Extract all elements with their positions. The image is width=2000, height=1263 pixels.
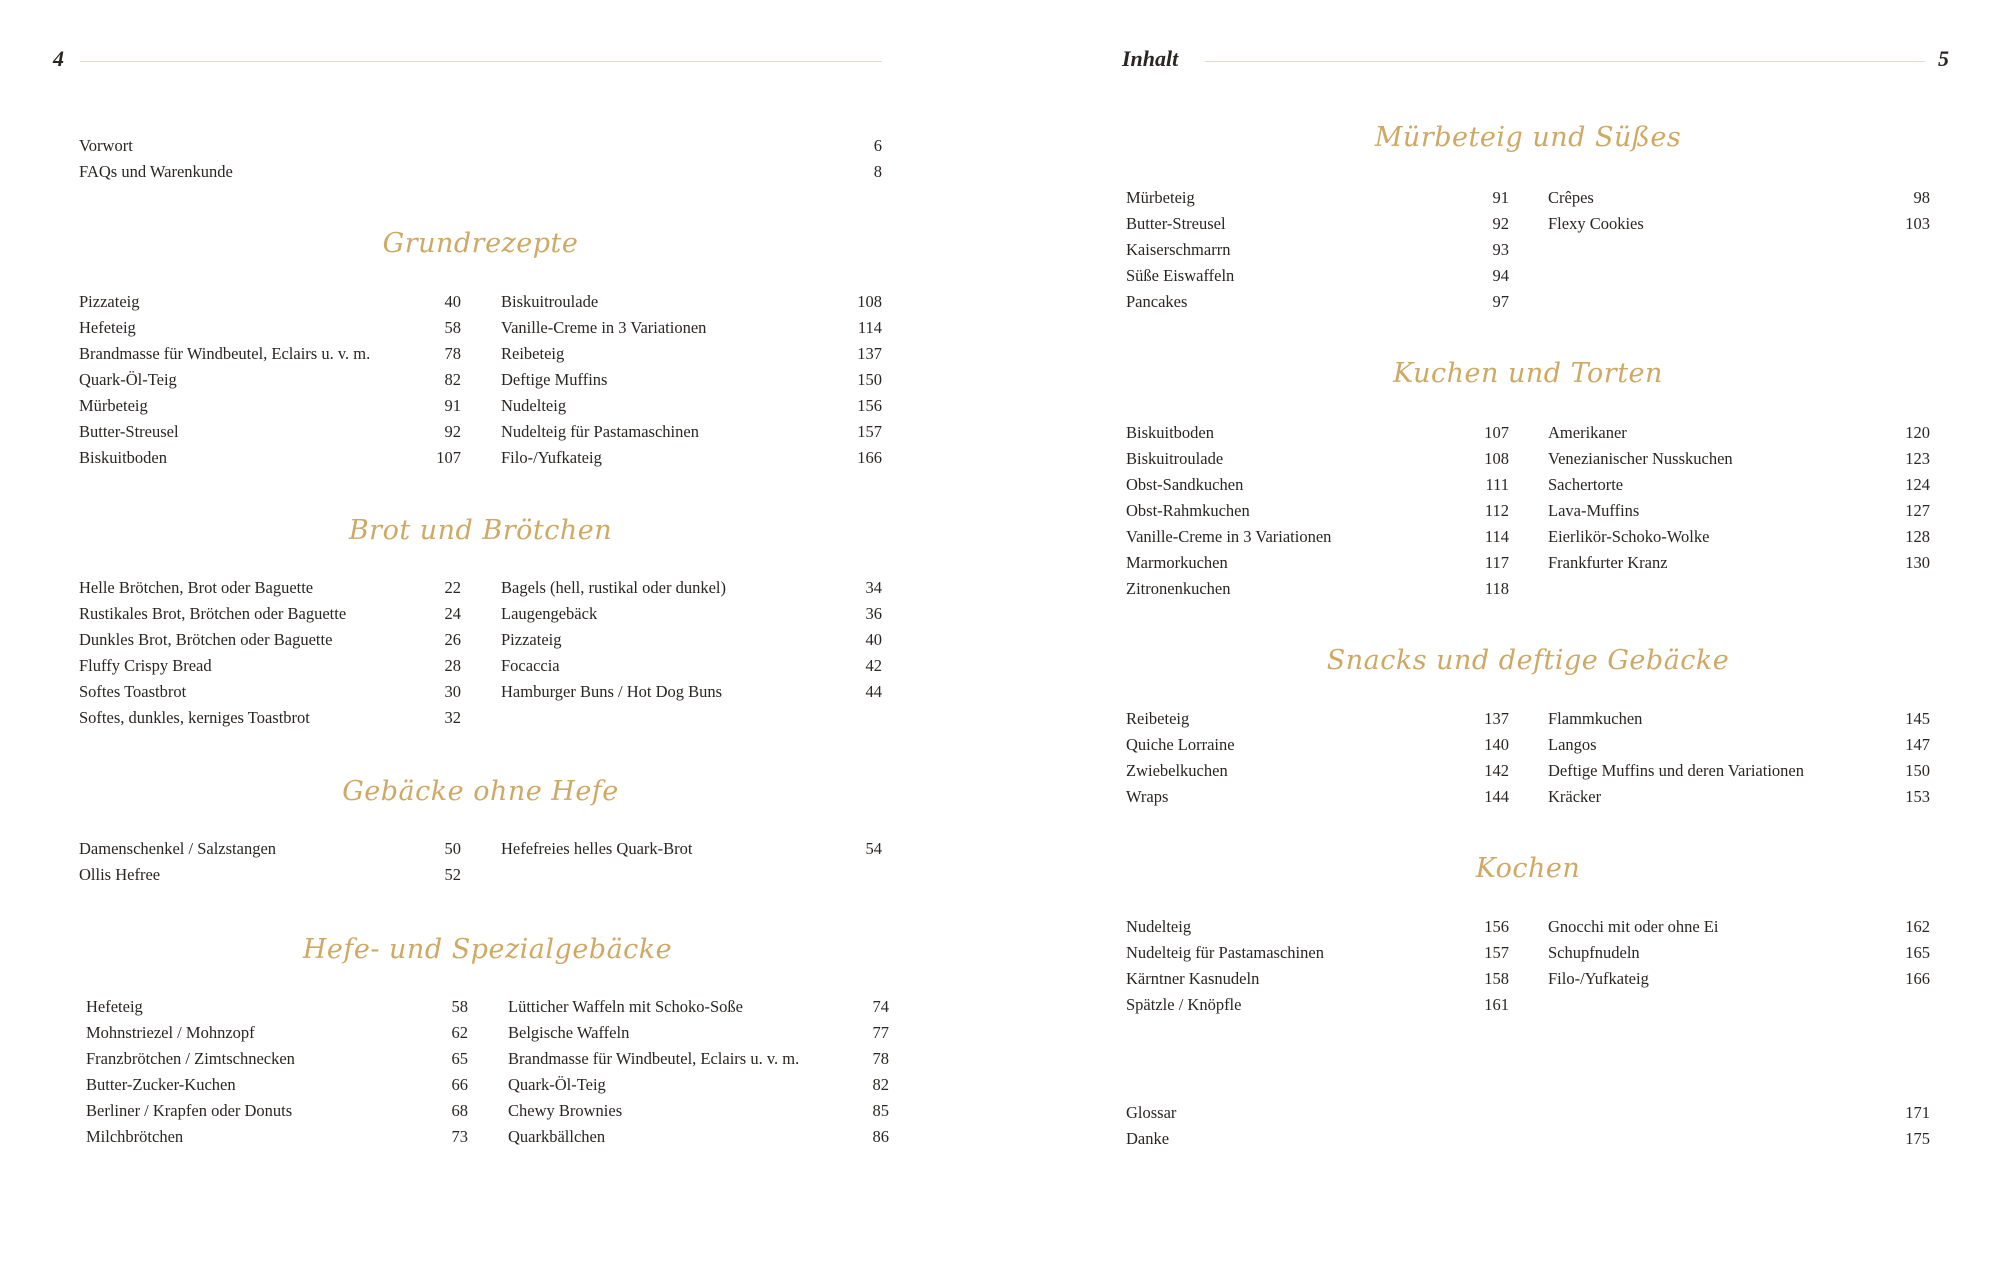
section-heading: Gebäcke ohne Hefe: [342, 776, 619, 807]
toc-entry[interactable]: Obst-Rahmkuchen 112: [1126, 501, 1509, 520]
toc-entry[interactable]: Rustikales Brot, Brötchen oder Baguette 24: [79, 604, 461, 623]
toc-entry[interactable]: Biskuitroulade 108: [1126, 449, 1509, 468]
toc-entry[interactable]: Deftige Muffins 150: [501, 370, 882, 389]
toc-entry[interactable]: Mürbeteig 91: [79, 396, 461, 415]
right-page: [1000, 0, 2000, 1263]
toc-entry[interactable]: Eierlikör-Schoko-Wolke 128: [1548, 527, 1930, 546]
toc-entry[interactable]: Bagels (hell, rustikal oder dunkel) 34: [501, 578, 882, 597]
section-column: [501, 289, 882, 471]
toc-entry[interactable]: Nudelteig 156: [1126, 917, 1509, 936]
toc-entry[interactable]: Quarkbällchen 86: [508, 1127, 889, 1146]
toc-entry[interactable]: Hefefreies helles Quark-Brot 54: [501, 839, 882, 858]
toc-entry[interactable]: Lütticher Waffeln mit Schoko-Soße 74: [508, 997, 889, 1016]
toc-entry[interactable]: Lava-Muffins 127: [1548, 501, 1930, 520]
toc-entry[interactable]: Reibeteig 137: [501, 344, 882, 363]
toc-entry[interactable]: Focaccia 42: [501, 656, 882, 675]
toc-entry[interactable]: Kräcker 153: [1548, 787, 1930, 806]
toc-entry[interactable]: Biskuitboden 107: [79, 448, 461, 467]
section-column: [1126, 914, 1509, 1018]
toc-entry[interactable]: Quiche Lorraine 140: [1126, 735, 1509, 754]
header-rule: [1205, 61, 1925, 62]
toc-entry[interactable]: Reibeteig 137: [1126, 709, 1509, 728]
header-rule: [80, 61, 882, 62]
toc-entry[interactable]: Mürbeteig 91: [1126, 188, 1509, 207]
section-column: [1548, 706, 1930, 810]
toc-entry[interactable]: Obst-Sandkuchen 111: [1126, 475, 1509, 494]
section-heading: Kochen: [1475, 853, 1581, 884]
section-column: [86, 994, 468, 1150]
section-column: [1126, 185, 1509, 315]
toc-entry[interactable]: Deftige Muffins und deren Variationen 150: [1548, 761, 1930, 780]
page-number: 4: [53, 46, 64, 71]
toc-entry[interactable]: Butter-Streusel 92: [79, 422, 461, 441]
toc-entry[interactable]: Frankfurter Kranz 130: [1548, 553, 1930, 572]
toc-entry[interactable]: Zwiebelkuchen 142: [1126, 761, 1509, 780]
toc-entry[interactable]: Kärntner Kasnudeln 158: [1126, 969, 1509, 988]
toc-entry[interactable]: Venezianischer Nusskuchen 123: [1548, 449, 1930, 468]
page-number: 5: [1938, 46, 1949, 71]
toc-entry[interactable]: Kaiserschmarrn 93: [1126, 240, 1509, 259]
toc-entry[interactable]: Vorwort 6: [79, 136, 882, 155]
running-head: Inhalt: [1122, 46, 1179, 71]
toc-entry[interactable]: Butter-Streusel 92: [1126, 214, 1509, 233]
toc-entry[interactable]: Vanille-Creme in 3 Variationen 114: [501, 318, 882, 337]
toc-entry[interactable]: Wraps 144: [1126, 787, 1509, 806]
toc-entry[interactable]: Softes Toastbrot 30: [79, 682, 461, 701]
toc-entry[interactable]: Brandmasse für Windbeutel, Eclairs u. v. m. 78: [79, 344, 461, 363]
toc-entry[interactable]: Softes, dunkles, kerniges Toastbrot 32: [79, 708, 461, 727]
toc-entry[interactable]: Berliner / Krapfen oder Donuts 68: [86, 1101, 468, 1120]
section-column: [1548, 420, 1930, 576]
toc-entry[interactable]: Langos 147: [1548, 735, 1930, 754]
section-column: [1126, 420, 1509, 602]
toc-entry[interactable]: Belgische Waffeln 77: [508, 1023, 889, 1042]
toc-entry[interactable]: Laugengebäck 36: [501, 604, 882, 623]
toc-entry[interactable]: Nudelteig 156: [501, 396, 882, 415]
toc-entry[interactable]: Flexy Cookies 103: [1548, 214, 1930, 233]
toc-entry[interactable]: FAQs und Warenkunde 8: [79, 162, 882, 181]
toc-entry[interactable]: Biskuitboden 107: [1126, 423, 1509, 442]
section-column: [79, 836, 461, 888]
toc-entry[interactable]: Gnocchi mit oder ohne Ei 162: [1548, 917, 1930, 936]
toc-entry[interactable]: Biskuitroulade 108: [501, 292, 882, 311]
section-column: [501, 836, 882, 862]
toc-entry[interactable]: Dunkles Brot, Brötchen oder Baguette 26: [79, 630, 461, 649]
toc-entry[interactable]: Nudelteig für Pastamaschinen 157: [1126, 943, 1509, 962]
toc-entry[interactable]: Pizzateig 40: [79, 292, 461, 311]
toc-entry[interactable]: Danke 175: [1126, 1129, 1930, 1148]
section-heading: Kuchen und Torten: [1393, 358, 1663, 389]
toc-entry[interactable]: Pancakes 97: [1126, 292, 1509, 311]
toc-entry[interactable]: Damenschenkel / Salzstangen 50: [79, 839, 461, 858]
section-column: [1126, 706, 1509, 810]
toc-entry[interactable]: Süße Eiswaffeln 94: [1126, 266, 1509, 285]
toc-entry[interactable]: Spätzle / Knöpfle 161: [1126, 995, 1509, 1014]
intro-list: [79, 133, 882, 185]
section-column: [1548, 185, 1930, 237]
toc-entry[interactable]: Butter-Zucker-Kuchen 66: [86, 1075, 468, 1094]
section-column: [79, 289, 461, 471]
toc-entry[interactable]: Flammkuchen 145: [1548, 709, 1930, 728]
toc-entry[interactable]: Amerikaner 120: [1548, 423, 1930, 442]
section-column: [79, 575, 461, 731]
section-heading: Grundrezepte: [382, 228, 579, 259]
toc-entry[interactable]: Filo-/Yufkateig 166: [1548, 969, 1930, 988]
toc-entry[interactable]: Hefeteig 58: [79, 318, 461, 337]
toc-entry[interactable]: Chewy Brownies 85: [508, 1101, 889, 1120]
toc-entry[interactable]: Glossar 171: [1126, 1103, 1930, 1122]
toc-entry[interactable]: Zitronenkuchen 118: [1126, 579, 1509, 598]
toc-entry[interactable]: Marmorkuchen 117: [1126, 553, 1509, 572]
toc-entry[interactable]: Franzbrötchen / Zimtschnecken 65: [86, 1049, 468, 1068]
section-column: [501, 575, 882, 705]
toc-entry[interactable]: Sachertorte 124: [1548, 475, 1930, 494]
section-heading: Brot und Brötchen: [348, 515, 613, 546]
toc-entry[interactable]: Brandmasse für Windbeutel, Eclairs u. v. m. 78: [508, 1049, 889, 1068]
toc-entry[interactable]: Quark-Öl-Teig 82: [508, 1075, 889, 1094]
toc-entry[interactable]: Mohnstriezel / Mohnzopf 62: [86, 1023, 468, 1042]
section-column: [508, 994, 889, 1150]
toc-entry[interactable]: Crêpes 98: [1548, 188, 1930, 207]
toc-entry[interactable]: Pizzateig 40: [501, 630, 882, 649]
toc-entry[interactable]: Milchbrötchen 73: [86, 1127, 468, 1146]
toc-entry[interactable]: Fluffy Crispy Bread 28: [79, 656, 461, 675]
toc-entry[interactable]: Helle Brötchen, Brot oder Baguette 22: [79, 578, 461, 597]
toc-entry[interactable]: Hefeteig 58: [86, 997, 468, 1016]
section-column: [1548, 914, 1930, 992]
section-heading: Snacks und deftige Gebäcke: [1326, 645, 1730, 676]
toc-entry[interactable]: Schupfnudeln 165: [1548, 943, 1930, 962]
toc-entry[interactable]: Hamburger Buns / Hot Dog Buns 44: [501, 682, 882, 701]
toc-entry[interactable]: Quark-Öl-Teig 82: [79, 370, 461, 389]
toc-entry[interactable]: Ollis Hefree 52: [79, 865, 461, 884]
section-heading: Hefe- und Spezialgebäcke: [302, 934, 673, 965]
closing-list: [1126, 1100, 1930, 1152]
toc-entry[interactable]: Filo-/Yufkateig 166: [501, 448, 882, 467]
toc-entry[interactable]: Nudelteig für Pastamaschinen 157: [501, 422, 882, 441]
section-heading: Mürbeteig und Süßes: [1374, 122, 1682, 153]
toc-entry[interactable]: Vanille-Creme in 3 Variationen 114: [1126, 527, 1509, 546]
